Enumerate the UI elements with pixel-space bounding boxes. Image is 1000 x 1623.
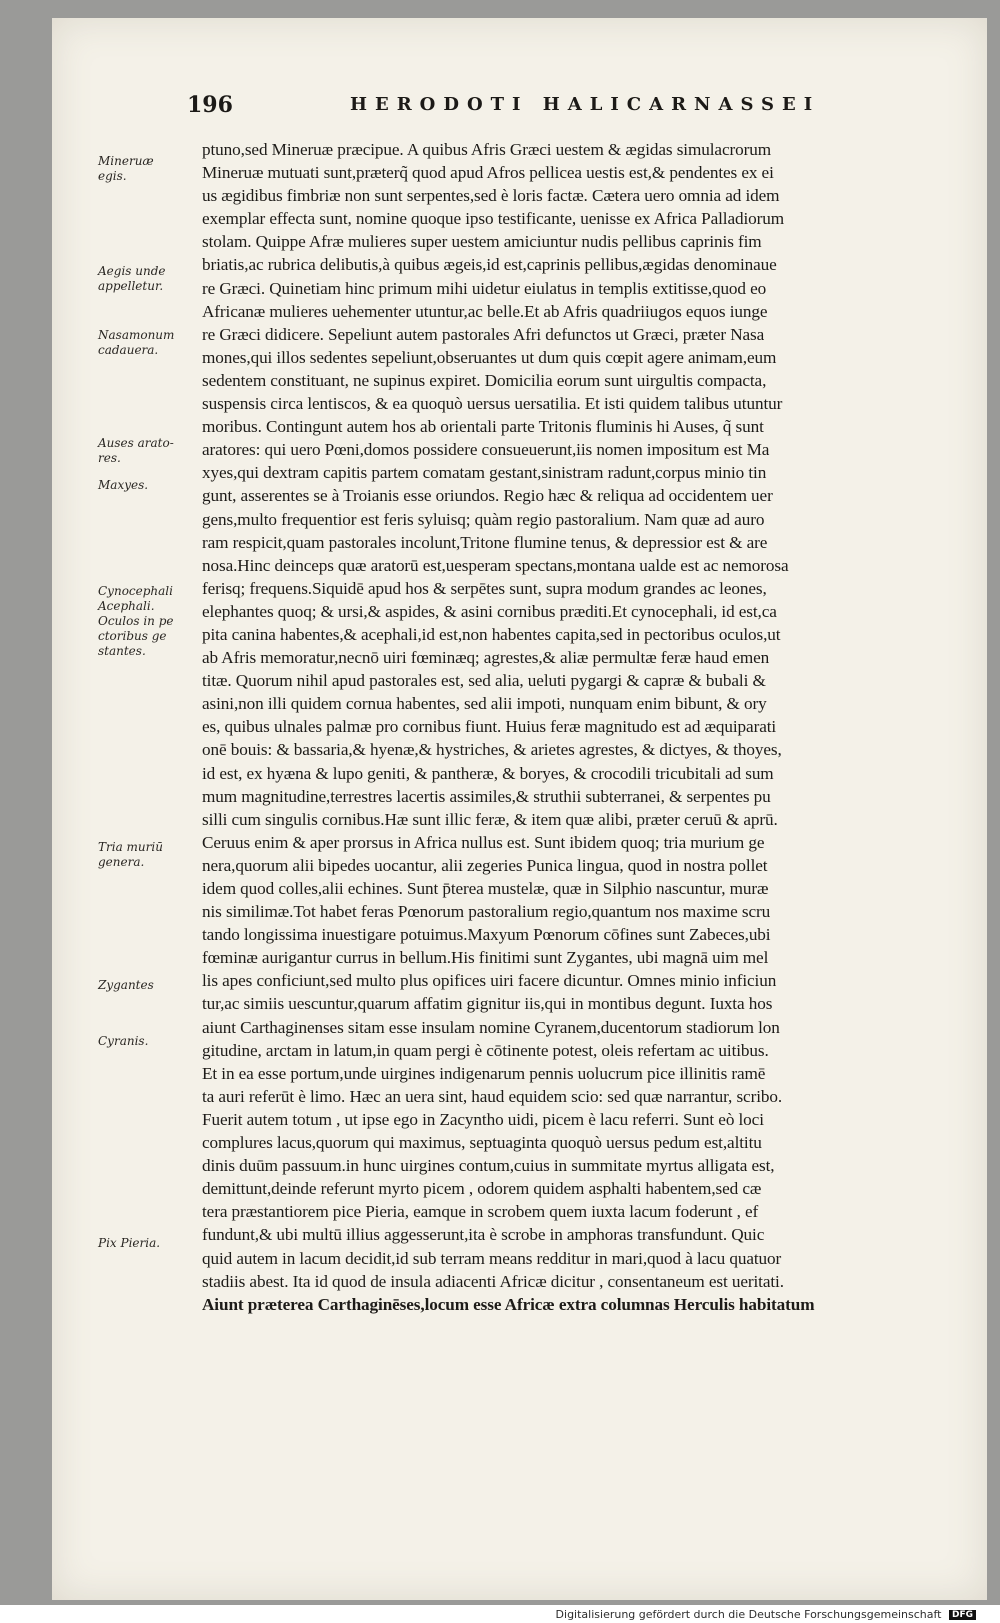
text-line: tando longissima inuestigare potuimus.Maxyum Pœnorum cōfines sunt Zabeces,ubi [202, 925, 771, 945]
credit-text: Digitalisierung gefördert durch die Deutsche Forschungsgemeinschaft [555, 1608, 942, 1621]
text-line: tur,ac simiis uescuntur,quarum affatim gignitur iis,qui in montibus degunt. Iuxta hos [202, 994, 773, 1014]
text-line: titæ. Quorum nihil apud pastorales est, sed alia, ueluti pygargi & capræ & bubali & [202, 671, 766, 691]
margin-note: Nasamonum cadauera. [98, 328, 175, 357]
margin-note: Mineruæ egis. [98, 154, 154, 183]
text-line: nera,quorum alii bipedes uocantur, alii zegeries Punica lingua, quod in nostra pollet [202, 855, 768, 875]
text-line: Fuerit autem totum , ut ipse ego in Zacyntho uidi, picem è lacu referri. Sunt eò loci [202, 1109, 764, 1129]
text-line: re Græci. Quinetiam hinc primum mihi uidetur eiulatus in templis extitisse,quod eo [202, 278, 767, 298]
digitization-credit [556, 1608, 976, 1621]
page-header [52, 92, 987, 126]
text-line: suspensis circa lentiscos, & ea quoquò uersus uersatilia. Et isti quidem talibus utuntur [202, 394, 783, 414]
text-line: xyes,qui dextram capitis partem comatam gestant,sinistram radunt,corpus minio tin [202, 463, 767, 483]
text-line: ta auri referūt è limo. Hæc an uera sint, haud equidem scio: sed quæ narrantur, scribo. [202, 1086, 783, 1106]
text-line: silli cum singulis cornibus.Hæ sunt illic feræ, & item quæ alibi, præter ceruū & aprū. [202, 809, 778, 829]
text-line: Et in ea esse portum,unde uirgines indigenarum pennis uolucrum pice illinitis ramē [202, 1063, 766, 1083]
margin-note: Tria muriū genera. [98, 840, 163, 869]
text-line: Aiunt præterea Carthaginēses,locum esse Africæ extra columnas Herculis habitatum [202, 1294, 815, 1314]
text-line: id est, ex hyæna & lupo geniti, & pantheræ, & boryes, & crocodili tricubitali ad sum [202, 763, 774, 783]
text-line: elephantes quoq; & ursi,& aspides, & asini cornibus præditi.Et cynocephali, id est,ca [202, 601, 777, 621]
text-line: lis apes conficiunt,sed multo plus opifices uiri facere dicuntur. Omnes minio inficiun [202, 971, 777, 991]
text-line: mum magnitudine,terrestres lacertis assimiles,& struthii subterranei, & serpentes pu [202, 786, 771, 806]
text-line: ram respicit,quam pastorales incolunt,Tritone flumine tenus, & depressior est & are [202, 532, 768, 552]
text-line: Ceruus enim & aper prorsus in Africa nullus est. Sunt ibidem quoq; tria murium ge [202, 832, 765, 852]
text-line: Mineruæ mutuati sunt,præterq̃ quod apud Afros pellicea uestis est,& pendentes ex ei [202, 163, 774, 183]
text-line: nis similimæ.Tot habet feras Pœnorum pastoralium regio,quantum nos maxime scru [202, 902, 771, 922]
text-line: moribus. Contingunt autem hos ab orientali parte Tritonis fluminis hi Auses, q̃ sunt [202, 417, 764, 437]
margin-note: Aegis unde appelletur. [98, 264, 166, 293]
margin-note: Zygantes [98, 978, 154, 992]
text-line: tera præstantiorem pice Pieria, eamque in scrobem quem iuxta lacum foderunt , ef [202, 1202, 759, 1222]
text-line: ptuno,sed Mineruæ præcipue. A quibus Afris Græci uestem & ægidas simulacrorum [202, 140, 771, 159]
main-text [202, 138, 982, 1316]
dfg-logo: DFG [949, 1610, 976, 1620]
text-line: dinis duūm passuum.in hunc uirgines contum,cuius in summitate myrtus alligata est, [202, 1156, 775, 1176]
text-line: ab Afris memoratur,necnō uiri fœminæq; agrestes,& aliæ permultæ feræ haud emen [202, 648, 770, 668]
text-line: fundunt,& ubi multū illius aggesserunt,ita è scrobe in amphoras transfundunt. Quic [202, 1225, 765, 1245]
text-line: nosa.Hinc deinceps quæ aratorū est,uesperam spectans,montana ualde est ac nemorosa [202, 555, 789, 575]
margin-note: Cyranis. [98, 1034, 149, 1048]
text-line: exemplar effecta sunt, nomine quoque ipso testificante, uenisse ex Africa Palladiorum [202, 209, 785, 229]
text-line: onē bouis: & bassaria,& hyenæ,& hystriches, & arietes agrestes, & dictyes, & thoyes, [202, 740, 782, 760]
text-line: es, quibus ulnales palmæ pro cornibus fiunt. Huius feræ magnitudo est ad æquiparati [202, 717, 777, 737]
text-line: gunt, asserentes se à Troianis esse oriundos. Regio hæc & reliqua ad occidentem uer [202, 486, 773, 506]
text-line: stadiis abest. Ita id quod de insula adiacenti Africæ dicitur , consentaneum est ueritati. [202, 1271, 784, 1291]
text-line: fœminæ aurigantur currus in bellum.His finitimi sunt Zygantes, ubi magnā uim mel [202, 948, 769, 968]
text-line: Africanæ mulieres uehementer utuntur,ac belle.Et ab Afris quadriiugos equos iunge [202, 301, 768, 321]
page-number: 196 [187, 92, 233, 118]
text-line: sedentem constituant, ne supinus expiret. Domicilia eorum sunt uirgultis compacta, [202, 370, 767, 390]
text-line: gitudine, arctam in latum,in quam pergi è cōtinente potest, oleis refertam ac uitibus. [202, 1040, 769, 1060]
running-head: HERODOTI HALICARNASSEI [350, 94, 821, 115]
book-page [52, 18, 987, 1600]
margin-note: Auses arato- res. [98, 436, 174, 465]
text-line: gens,multo frequentior est feris syluisq; quàm regio pastoralium. Nam quæ ad auro [202, 509, 765, 529]
margin-note: Pix Pieria. [98, 1236, 161, 1250]
text-line: complures lacus,quorum qui maximus, septuaginta quoquò uersus pedum est,altitu [202, 1133, 762, 1153]
text-line: demittunt,deinde referunt myrto picem , odorem quidem asphalti habentem,sed cæ [202, 1179, 762, 1199]
margin-note: Cynocephali Acephali. Oculos in pe ctoribus ge stantes. [98, 584, 174, 658]
text-line: asini,non illi quidem cornua habentes, sed alii impoti, nunquam enim bibunt, & ory [202, 694, 767, 714]
text-line: aiunt Carthaginenses sitam esse insulam nomine Cyranem,ducentorum stadiorum lon [202, 1017, 780, 1037]
text-line: mones,qui illos sedentes sepeliunt,obseruantes ut dum quis cœpit agere animam,eum [202, 347, 777, 367]
text-line: re Græci didicere. Sepeliunt autem pastorales Afri defunctos ut Græci, præter Nasa [202, 324, 765, 344]
margin-note: Maxyes. [98, 478, 149, 492]
text-line: quid autem in lacum decidit,id sub terram means redditur in mari,quod à lacu quatuor [202, 1248, 782, 1268]
text-line: us ægidibus fimbriæ non sunt serpentes,sed è loris factæ. Cætera uero omnia ad idem [202, 186, 780, 206]
text-line: pita canina habentes,& acephali,id est,non habentes capita,sed in pectoribus oculos,ut [202, 624, 781, 644]
text-line: idem quod colles,alii echines. Sunt p̄terea mustelæ, quæ in Silphio nascuntur, muræ [202, 879, 769, 898]
text-line: ferisq; frequens.Siquidē apud hos & serpētes sunt, supra modum grandes ac leones, [202, 578, 767, 598]
text-line: briatis,ac rubrica delibutis,à quibus ægeis,id est,caprinis pellibus,ægidas denominaue [202, 255, 777, 275]
text-line: stolam. Quippe Afræ mulieres super uestem amiciuntur nudis pellibus caprinis fim [202, 232, 762, 252]
text-line: aratores: qui uero Pœni,domos possidere consueuerunt,iis nomen impositum est Ma [202, 440, 770, 460]
